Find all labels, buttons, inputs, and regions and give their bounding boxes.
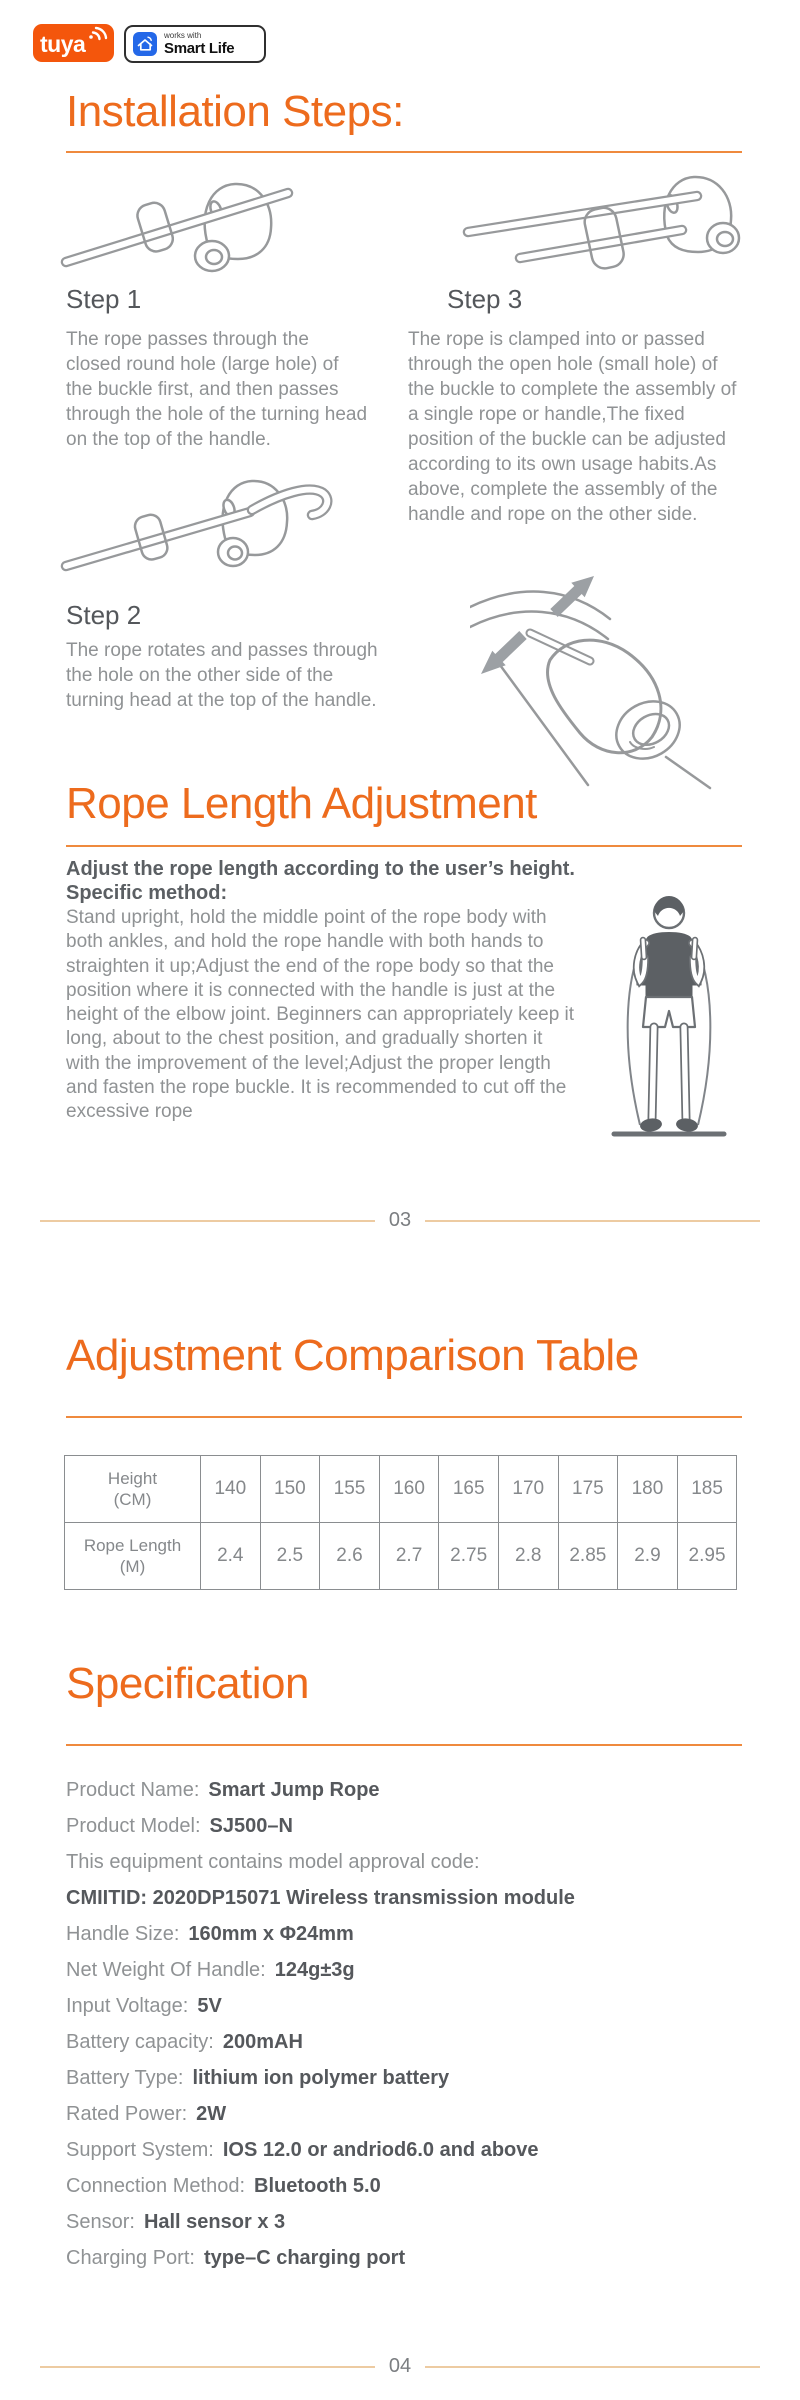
table-cell: 185 xyxy=(677,1456,737,1523)
tuya-logo xyxy=(33,24,114,62)
rope-length-intro: Adjust the rope length according to the user’s height. xyxy=(66,858,575,880)
step1-text: The rope passes through the closed round hole (large hole) of the buckle first, and then passes through the hole of the turning head on the top of the handle. xyxy=(66,329,368,450)
step3-text: The rope is clamped into or passed through the open hole (small hole) of the buckle to complete the assembly of a single rope or handle,The fixed position of the buckle can be adjusted according to its own usage habits.As above, complete the assembly of the handle and rope on the other side. xyxy=(408,329,737,525)
buckle-adjustment-illustration xyxy=(470,545,740,790)
table-cell: 2.8 xyxy=(498,1523,558,1590)
badge-smart-life-label: Smart Life xyxy=(164,40,235,57)
table-cell: 160 xyxy=(379,1456,439,1523)
spec-item: Charging Port: type–C charging port xyxy=(66,2246,406,2269)
installation-steps-title: Installation Steps: xyxy=(66,87,404,136)
step2-label: Step 2 xyxy=(66,600,142,630)
divider-line xyxy=(40,1220,375,1222)
step1-illustration xyxy=(56,160,354,278)
table-cell: 2.85 xyxy=(558,1523,618,1590)
rope-length-body: Stand upright, hold the middle point of the rope body with both ankles, and hold the rope handle with both hands to straighten it up;Adjust the end of the rope body so that the position where it is connected with the handle is just at the height of the elbow joint. Beginners can appropriately keep it long, about to the chest position, and gradually shorten it with the improvement of the level;Adjust the proper length and fasten the rope buckle. It is recommended to cut off the excessive rope xyxy=(66,907,575,1123)
table-cell: 2.95 xyxy=(677,1523,737,1590)
row-header-height: Height (CM) xyxy=(65,1456,201,1523)
spec-item: Product Model: SJ500–N xyxy=(66,1814,293,1837)
step1-label: Step 1 xyxy=(66,284,142,314)
spec-item: Handle Size: 160mm x Φ24mm xyxy=(66,1922,354,1945)
spec-item: Support System: IOS 12.0 or andriod6.0 and above xyxy=(66,2138,539,2161)
spec-item: Battery Type: lithium ion polymer battery xyxy=(66,2066,450,2089)
page-number: 04 xyxy=(388,2355,412,2377)
table-cell: 2.75 xyxy=(439,1523,499,1590)
spec-item: Sensor: Hall sensor x 3 xyxy=(66,2210,286,2233)
table-row-rope-length xyxy=(65,1523,737,1590)
page-footer-03 xyxy=(40,1209,760,1232)
person-jump-rope-illustration xyxy=(610,885,728,1141)
table-cell: 2.9 xyxy=(618,1523,678,1590)
table-cell: 2.7 xyxy=(379,1523,439,1590)
row-header-rope-length: Rope Length (M) xyxy=(65,1523,201,1590)
page-footer-04 xyxy=(40,2355,760,2378)
table-cell: 180 xyxy=(618,1456,678,1523)
divider-line xyxy=(40,2366,375,2368)
section-rule xyxy=(66,845,742,847)
table-cell: 175 xyxy=(558,1456,618,1523)
step2-illustration xyxy=(58,468,338,578)
table-row-height xyxy=(65,1456,737,1523)
specification-list xyxy=(66,1772,575,2276)
comparison-table-title: Adjustment Comparison Table xyxy=(66,1331,639,1380)
tuya-signal-icon xyxy=(89,35,93,39)
table-cell: 165 xyxy=(439,1456,499,1523)
step3-illustration xyxy=(460,158,760,272)
spec-item: CMIITID: 2020DP15071 Wireless transmission module xyxy=(66,1886,575,1909)
spec-item: This equipment contains model approval code: xyxy=(66,1850,480,1873)
arrow-down-icon xyxy=(481,631,527,674)
spec-item: Battery capacity: 200mAH xyxy=(66,2030,303,2053)
rope-length-method-label: Specific method: xyxy=(66,882,228,904)
spec-item: Rated Power: 2W xyxy=(66,2102,227,2125)
works-with-smart-life-badge xyxy=(124,25,266,63)
divider-line xyxy=(425,2366,760,2368)
table-cell: 170 xyxy=(498,1456,558,1523)
spec-item: Net Weight Of Handle: 124g±3g xyxy=(66,1958,355,1981)
badge-works-with-label: works with xyxy=(164,31,202,40)
specification-title: Specification xyxy=(66,1659,309,1708)
table-cell: 140 xyxy=(201,1456,261,1523)
arrow-up-icon xyxy=(550,576,594,617)
table-cell: 2.5 xyxy=(260,1523,320,1590)
section-rule xyxy=(66,151,742,153)
smart-life-home-icon xyxy=(133,32,157,56)
table-cell: 2.6 xyxy=(320,1523,380,1590)
page-number: 03 xyxy=(388,1209,412,1231)
rope-length-title: Rope Length Adjustment xyxy=(66,779,537,828)
table-cell: 155 xyxy=(320,1456,380,1523)
table-cell: 2.4 xyxy=(201,1523,261,1590)
spec-item: Input Voltage: 5V xyxy=(66,1994,222,2017)
comparison-table xyxy=(64,1455,737,1590)
table-cell: 150 xyxy=(260,1456,320,1523)
tuya-logo-text: tuya xyxy=(40,31,86,57)
spec-item: Product Name: Smart Jump Rope xyxy=(66,1778,380,1801)
section-rule xyxy=(66,1744,742,1746)
divider-line xyxy=(425,1220,760,1222)
step3-label: Step 3 xyxy=(447,284,523,314)
spec-item: Connection Method: Bluetooth 5.0 xyxy=(66,2174,381,2197)
section-rule xyxy=(66,1416,742,1418)
step2-text: The rope rotates and passes through the hole on the other side of the turning head at the top of the handle. xyxy=(66,640,378,711)
